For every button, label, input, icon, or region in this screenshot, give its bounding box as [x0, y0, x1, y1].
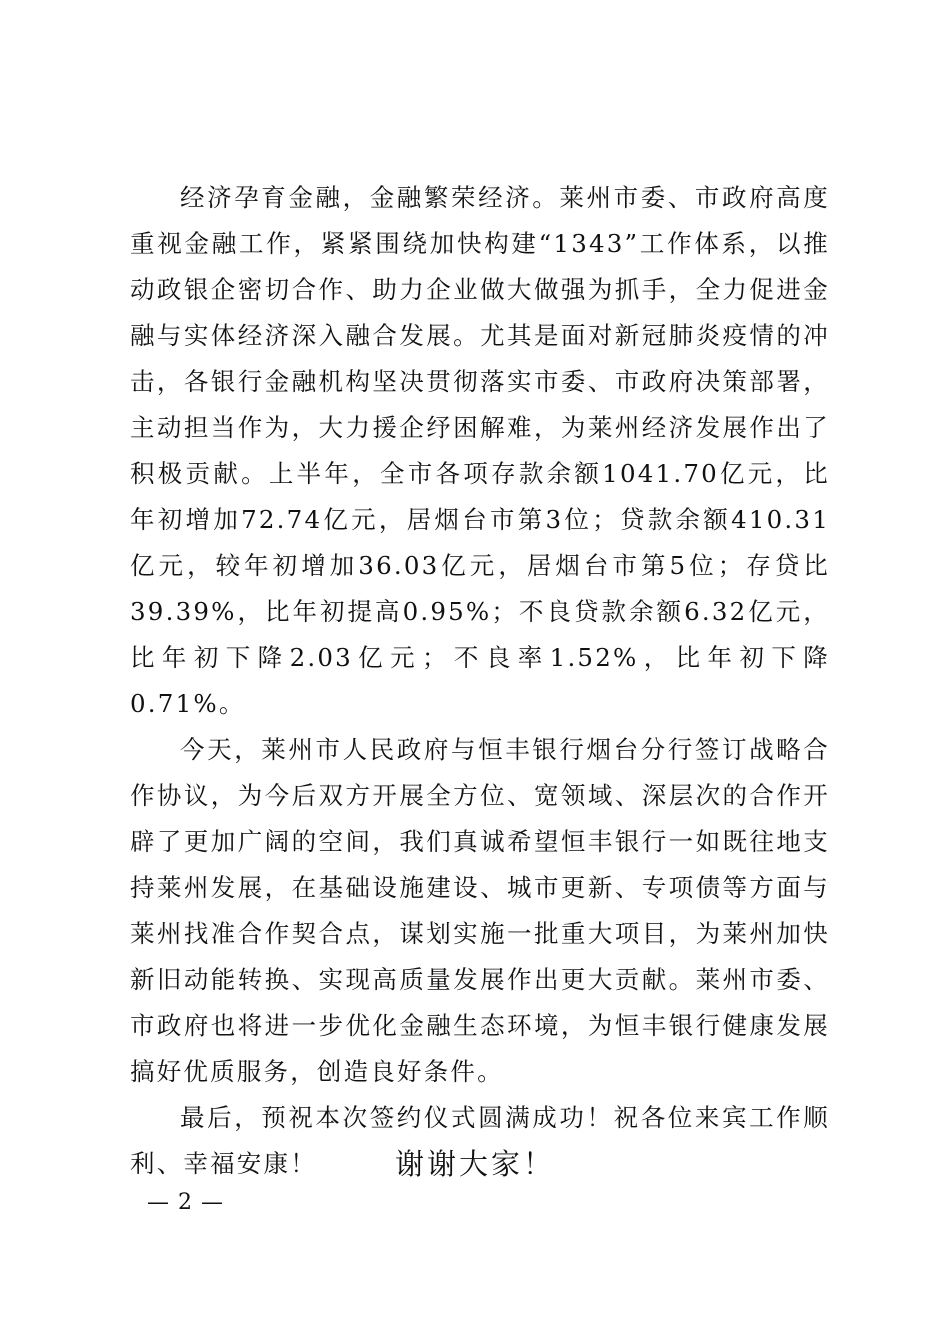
closing-thanks: 谢谢大家！ — [394, 1147, 555, 1181]
paragraph-strategic-agreement: 今天，莱州市人民政府与恒丰银行烟台分行签订战略合作协议，为今后双方开展全方位、宽领域、深层次的合作开辟了更加广阔的空间，我们真诚希望恒丰银行一如既往地支持莱州发展，在基础设施建设、城市更新、专项债等方面与莱州找准合作契合点，谋划实施一批重大项目，为莱州加快新旧动能转换、实现高质量发展作出更大贡献。莱州市委、市政府也将进一步优化金融生态环境，为恒丰银行健康发展搞好优质服务，创造良好条件。 — [130, 735, 830, 1086]
paragraph-finance-overview: 经济孕育金融，金融繁荣经济。莱州市委、市政府高度重视金融工作，紧紧围绕加快构建“1343”工作体系，以推动政银企密切合作、助力企业做大做强为抓手，全力促进金融与实体经济深入融合发展。尤其是面对新冠肺炎疫情的冲击，各银行金融机构坚决贯彻落实市委、市政府决策部署，主动担当作为，大力援企纾困解难，为莱州经济发展作出了积极贡献。上半年，全市各项存款余额1041.70亿元，比年初增加72.74亿元，居烟台市第3位；贷款余额410.31亿元，较年初增加36.03亿元，居烟台市第5位；存贷比39.39%，比年初提高0.95%；不良贷款余额6.32亿元，比年初下降2.03亿元；不良率1.52%，比年初下降0.71%。 — [130, 183, 830, 718]
paragraph-wishes: 最后，预祝本次签约仪式圆满成功！祝各位来宾工作顺利、幸福安康！ — [130, 1103, 830, 1178]
document-body — [130, 175, 830, 1187]
page-number: — 2 — — [147, 1190, 224, 1215]
